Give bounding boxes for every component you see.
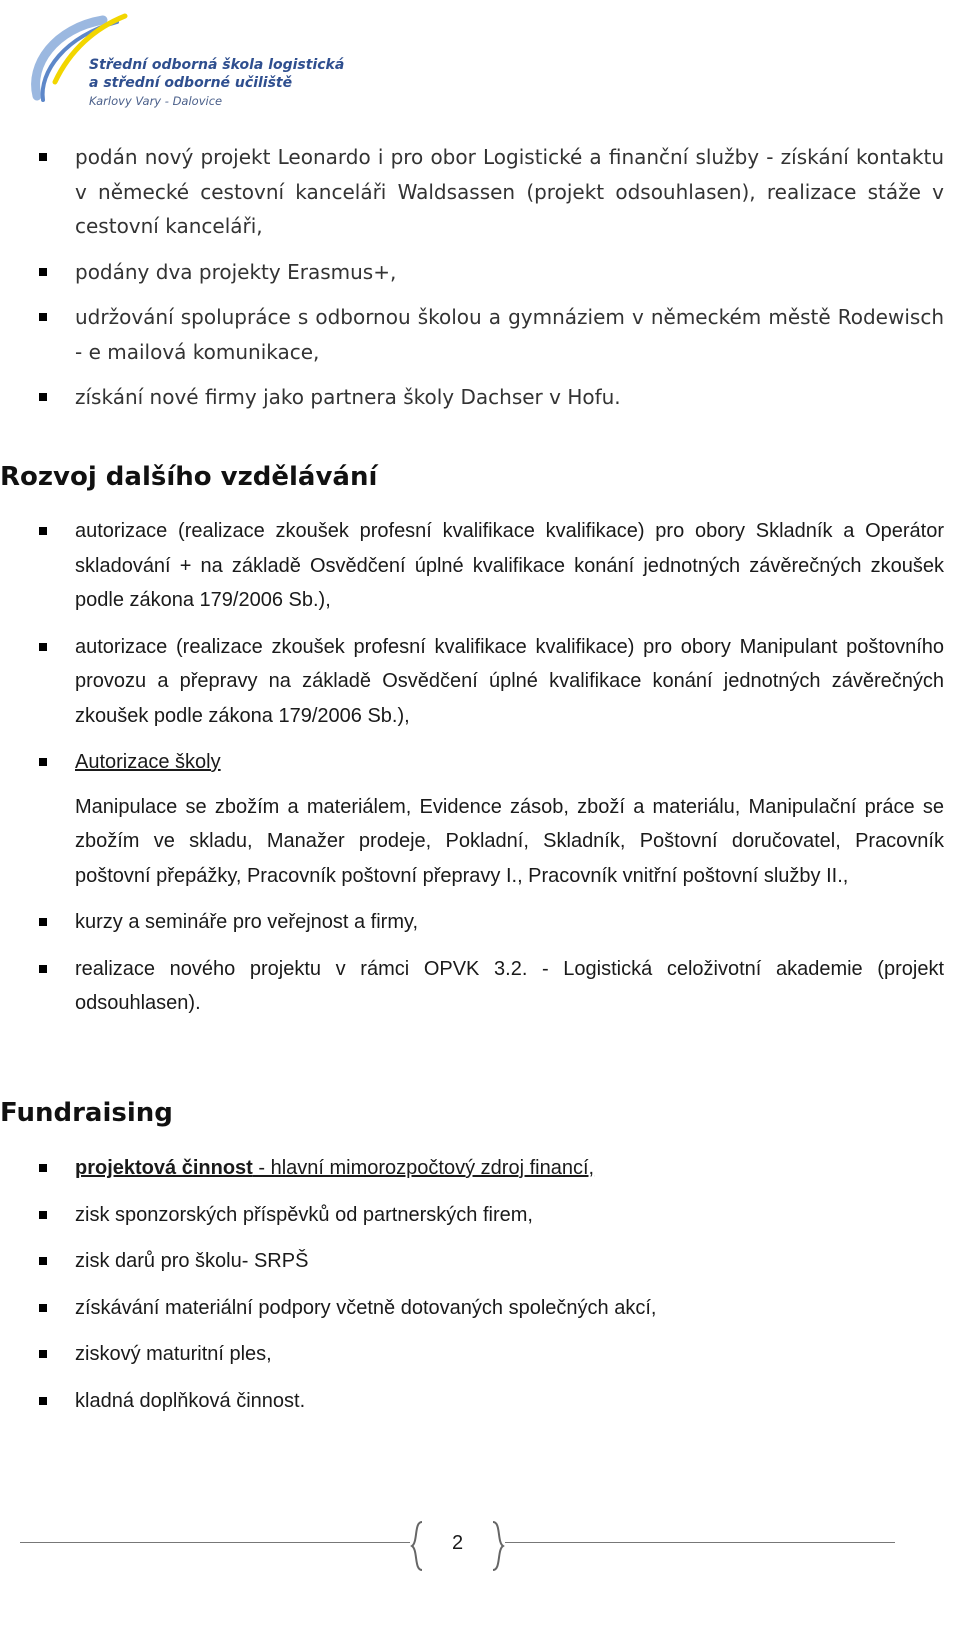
list-item [0,745,960,780]
section-heading-fundraising: Fundraising [0,1098,173,1128]
bullet-icon [39,1164,47,1172]
logo-line-3: Karlovy Vary - Dalovice [89,94,223,108]
bullet-icon [39,268,47,276]
projektova-cinnost-label: projektová činnost [75,1157,253,1179]
bullet-icon [39,643,47,651]
bullet-icon [39,965,47,973]
list-item: udržování spolupráce s odbornou školou a gymnáziem v německém městě Rodewisch - e mailová komunikace, [0,300,960,369]
section-rozvoj-list [0,514,960,1021]
bullet-icon [39,1397,47,1405]
list-item: kladná doplňková činnost. [0,1384,960,1419]
school-logo [25,10,345,110]
bullet-icon [39,313,47,321]
list-item: podány dva projekty Erasmus+, [0,255,960,290]
intro-list-block [0,140,960,415]
logo-line-1: Střední odborná škola logistická [89,57,345,73]
bullet-icon [39,1304,47,1312]
bullet-icon [39,918,47,926]
list-item: zisk darů pro školu- SRPŠ [0,1244,960,1279]
list-item: realizace nového projektu v rámci OPVK 3.2. - Logistická celoživotní akademie (projekt odsouhlasen). [0,952,960,1021]
list-item: autorizace (realizace zkoušek profesní kvalifikace kvalifikace) pro obory Skladník a Operátor skladování + na základě Osvědčení úplné kvalifikace konání jednotných závěrečných zkoušek podle zákona 179/2006 Sb.), [0,514,960,618]
list-item: získání nové firmy jako partnera školy Dachser v Hofu. [0,380,960,415]
bullet-icon [39,1350,47,1358]
bullet-icon [39,393,47,401]
section-heading-rozvoj: Rozvoj dalšího vzdělávání [0,462,378,492]
bullet-icon [39,758,47,766]
logo-line-2: a střední odborné učiliště [89,75,293,91]
list-item: získávání materiální podpory včetně dotovaných společných akcí, [0,1291,960,1326]
autorizace-skoly-label: Autorizace školy [75,751,221,773]
list-item: projektová činnost - hlavní mimorozpočtový zdroj financí, [0,1151,960,1186]
bullet-icon [39,1257,47,1265]
list-item: podán nový projekt Leonardo i pro obor Logistické a finanční služby - získání kontaktu v německé cestovní kanceláři Waldsassen (projekt odsouhlasen), realizace stáže v cestovní kanceláři, [0,140,960,244]
autorizace-skoly-text: Manipulace se zbožím a materiálem, Evidence zásob, zboží a materiálu, Manipulační práce se zbožím ve skladu, Manažer prodeje, Pokladní, Skladník, Poštovní doručovatel, Pracovník poštovní přepážky, Pracovník poštovní přepravy I., Pracovník vnitřní poštovní služby II., [75,795,944,887]
bullet-icon [39,527,47,535]
bullet-icon [39,1211,47,1219]
footer-rule-left [20,1542,410,1543]
section-fundraising-list [0,1151,960,1418]
list-item: ziskový maturitní ples, [0,1337,960,1372]
list-item: autorizace (realizace zkoušek profesní kvalifikace kvalifikace) pro obory Manipulant poštovního provozu a přepravy na základě Osvědčení úplné kvalifikace konání jednotných závěrečných zkoušek podle zákona 179/2006 Sb.), [0,630,960,734]
list-item: zisk sponzorských příspěvků od partnerských firem, [0,1198,960,1233]
footer-rule-right [505,1542,895,1543]
page-number-text: 2 [451,1532,464,1554]
bullet-icon [39,153,47,161]
list-item: kurzy a semináře pro veřejnost a firmy, [0,905,960,940]
page-number [410,1520,505,1572]
